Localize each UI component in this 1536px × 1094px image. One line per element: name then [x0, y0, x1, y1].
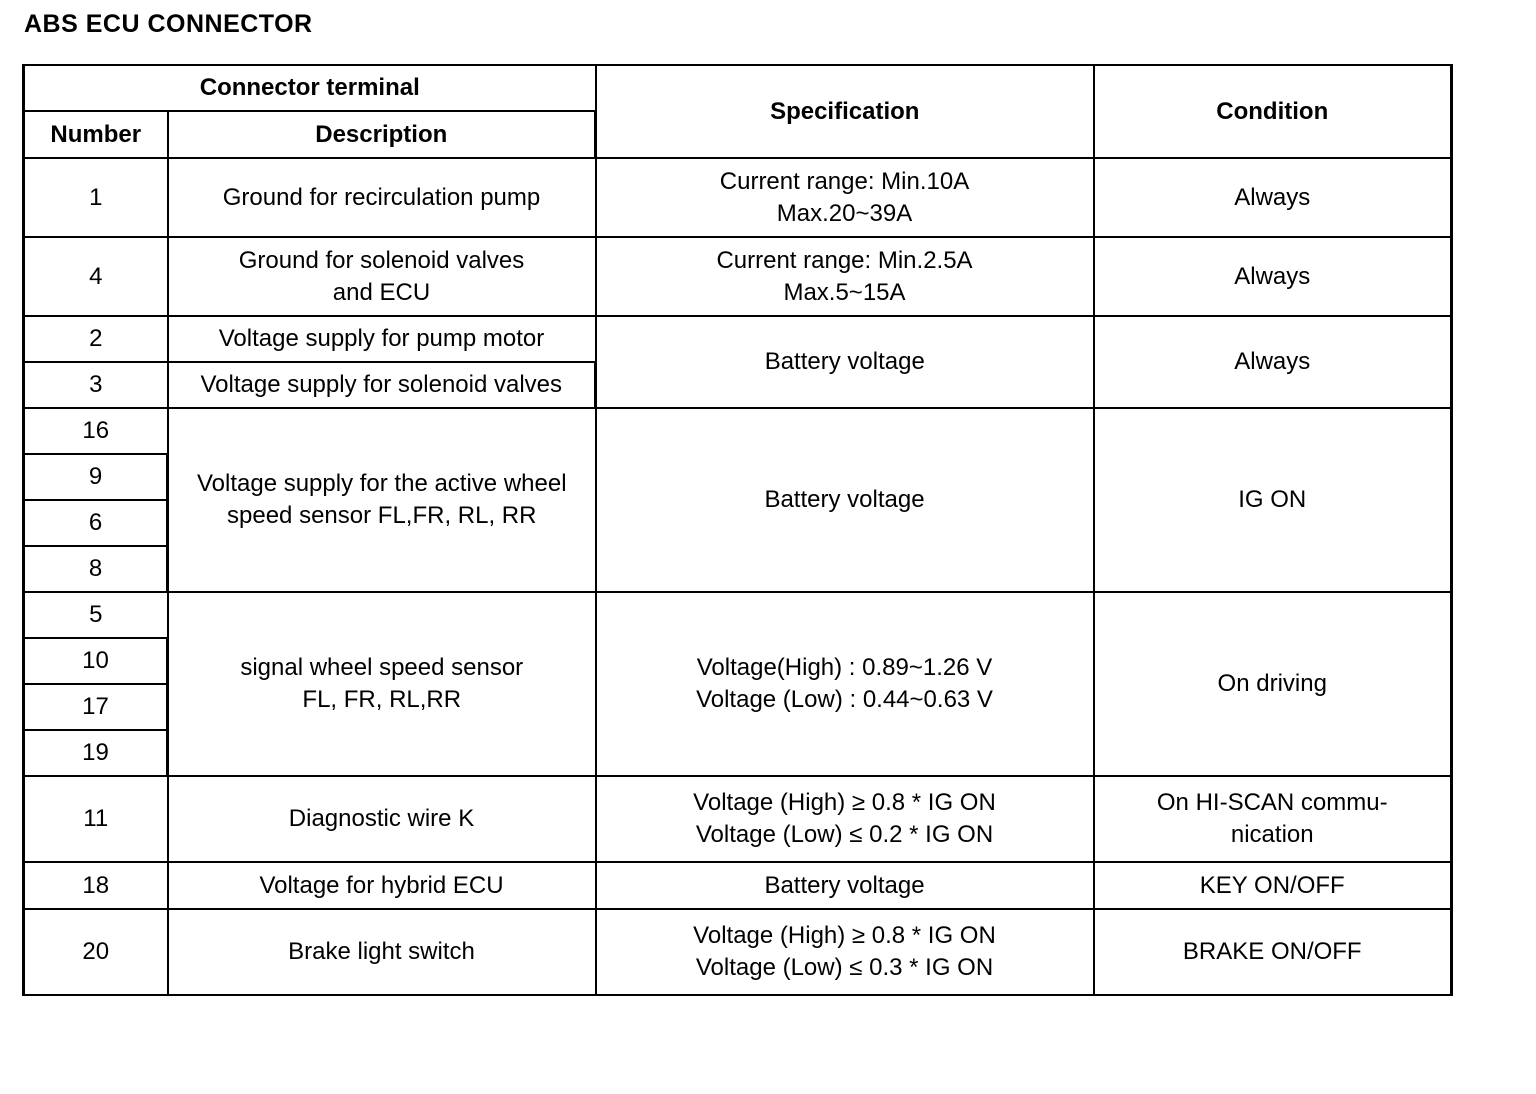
table-row — [24, 592, 1452, 638]
document-title: ABS ECU CONNECTOR — [24, 10, 313, 38]
terminal-condition: On HI-SCAN commu- nication — [1094, 776, 1452, 862]
terminal-specification: Battery voltage — [596, 862, 1094, 909]
header-condition: Condition — [1094, 65, 1452, 158]
abs-ecu-connector-table — [22, 64, 1453, 996]
terminal-description: Voltage supply for solenoid valves — [168, 362, 596, 408]
terminal-specification: Voltage (High) ≥ 0.8 * IG ON Voltage (Low) ≤ 0.2 * IG ON — [596, 776, 1094, 862]
terminal-number: 3 — [24, 362, 168, 408]
terminal-specification: Current range: Min.2.5A Max.5~15A — [596, 237, 1094, 316]
terminal-description: Voltage supply for the active wheel speed sensor FL,FR, RL, RR — [168, 408, 596, 592]
terminal-description: Diagnostic wire K — [168, 776, 596, 862]
terminal-condition: KEY ON/OFF — [1094, 862, 1452, 909]
terminal-description: Ground for recirculation pump — [168, 158, 596, 237]
table-row — [24, 158, 1452, 237]
terminal-number: 20 — [24, 909, 168, 995]
terminal-condition: Always — [1094, 158, 1452, 237]
table-row — [24, 316, 1452, 362]
terminal-specification: Battery voltage — [596, 408, 1094, 592]
terminal-number: 2 — [24, 316, 168, 362]
terminal-condition: Always — [1094, 316, 1452, 408]
terminal-description: Brake light switch — [168, 909, 596, 995]
terminal-description: Ground for solenoid valves and ECU — [168, 237, 596, 316]
table-row — [24, 862, 1452, 909]
header-description: Description — [168, 111, 596, 158]
table-row — [24, 408, 1452, 454]
header-specification: Specification — [596, 65, 1094, 158]
terminal-number: 19 — [24, 730, 168, 776]
table-row — [24, 909, 1452, 995]
terminal-description: Voltage for hybrid ECU — [168, 862, 596, 909]
terminal-number: 16 — [24, 408, 168, 454]
terminal-description: signal wheel speed sensor FL, FR, RL,RR — [168, 592, 596, 776]
terminal-condition: Always — [1094, 237, 1452, 316]
terminal-number: 10 — [24, 638, 168, 684]
header-number: Number — [24, 111, 168, 158]
terminal-condition: IG ON — [1094, 408, 1452, 592]
terminal-number: 18 — [24, 862, 168, 909]
terminal-condition: On driving — [1094, 592, 1452, 776]
terminal-number: 6 — [24, 500, 168, 546]
header-row-1 — [24, 65, 1452, 111]
terminal-description: Voltage supply for pump motor — [168, 316, 596, 362]
terminal-specification: Current range: Min.10A Max.20~39A — [596, 158, 1094, 237]
terminal-specification: Battery voltage — [596, 316, 1094, 408]
terminal-number: 9 — [24, 454, 168, 500]
header-connector-terminal: Connector terminal — [24, 65, 596, 111]
terminal-number: 5 — [24, 592, 168, 638]
terminal-number: 1 — [24, 158, 168, 237]
table-row — [24, 237, 1452, 316]
table-row — [24, 776, 1452, 862]
terminal-specification: Voltage(High) : 0.89~1.26 V Voltage (Low) : 0.44~0.63 V — [596, 592, 1094, 776]
terminal-number: 11 — [24, 776, 168, 862]
terminal-condition: BRAKE ON/OFF — [1094, 909, 1452, 995]
terminal-number: 17 — [24, 684, 168, 730]
terminal-number: 4 — [24, 237, 168, 316]
terminal-number: 8 — [24, 546, 168, 592]
terminal-specification: Voltage (High) ≥ 0.8 * IG ON Voltage (Low) ≤ 0.3 * IG ON — [596, 909, 1094, 995]
